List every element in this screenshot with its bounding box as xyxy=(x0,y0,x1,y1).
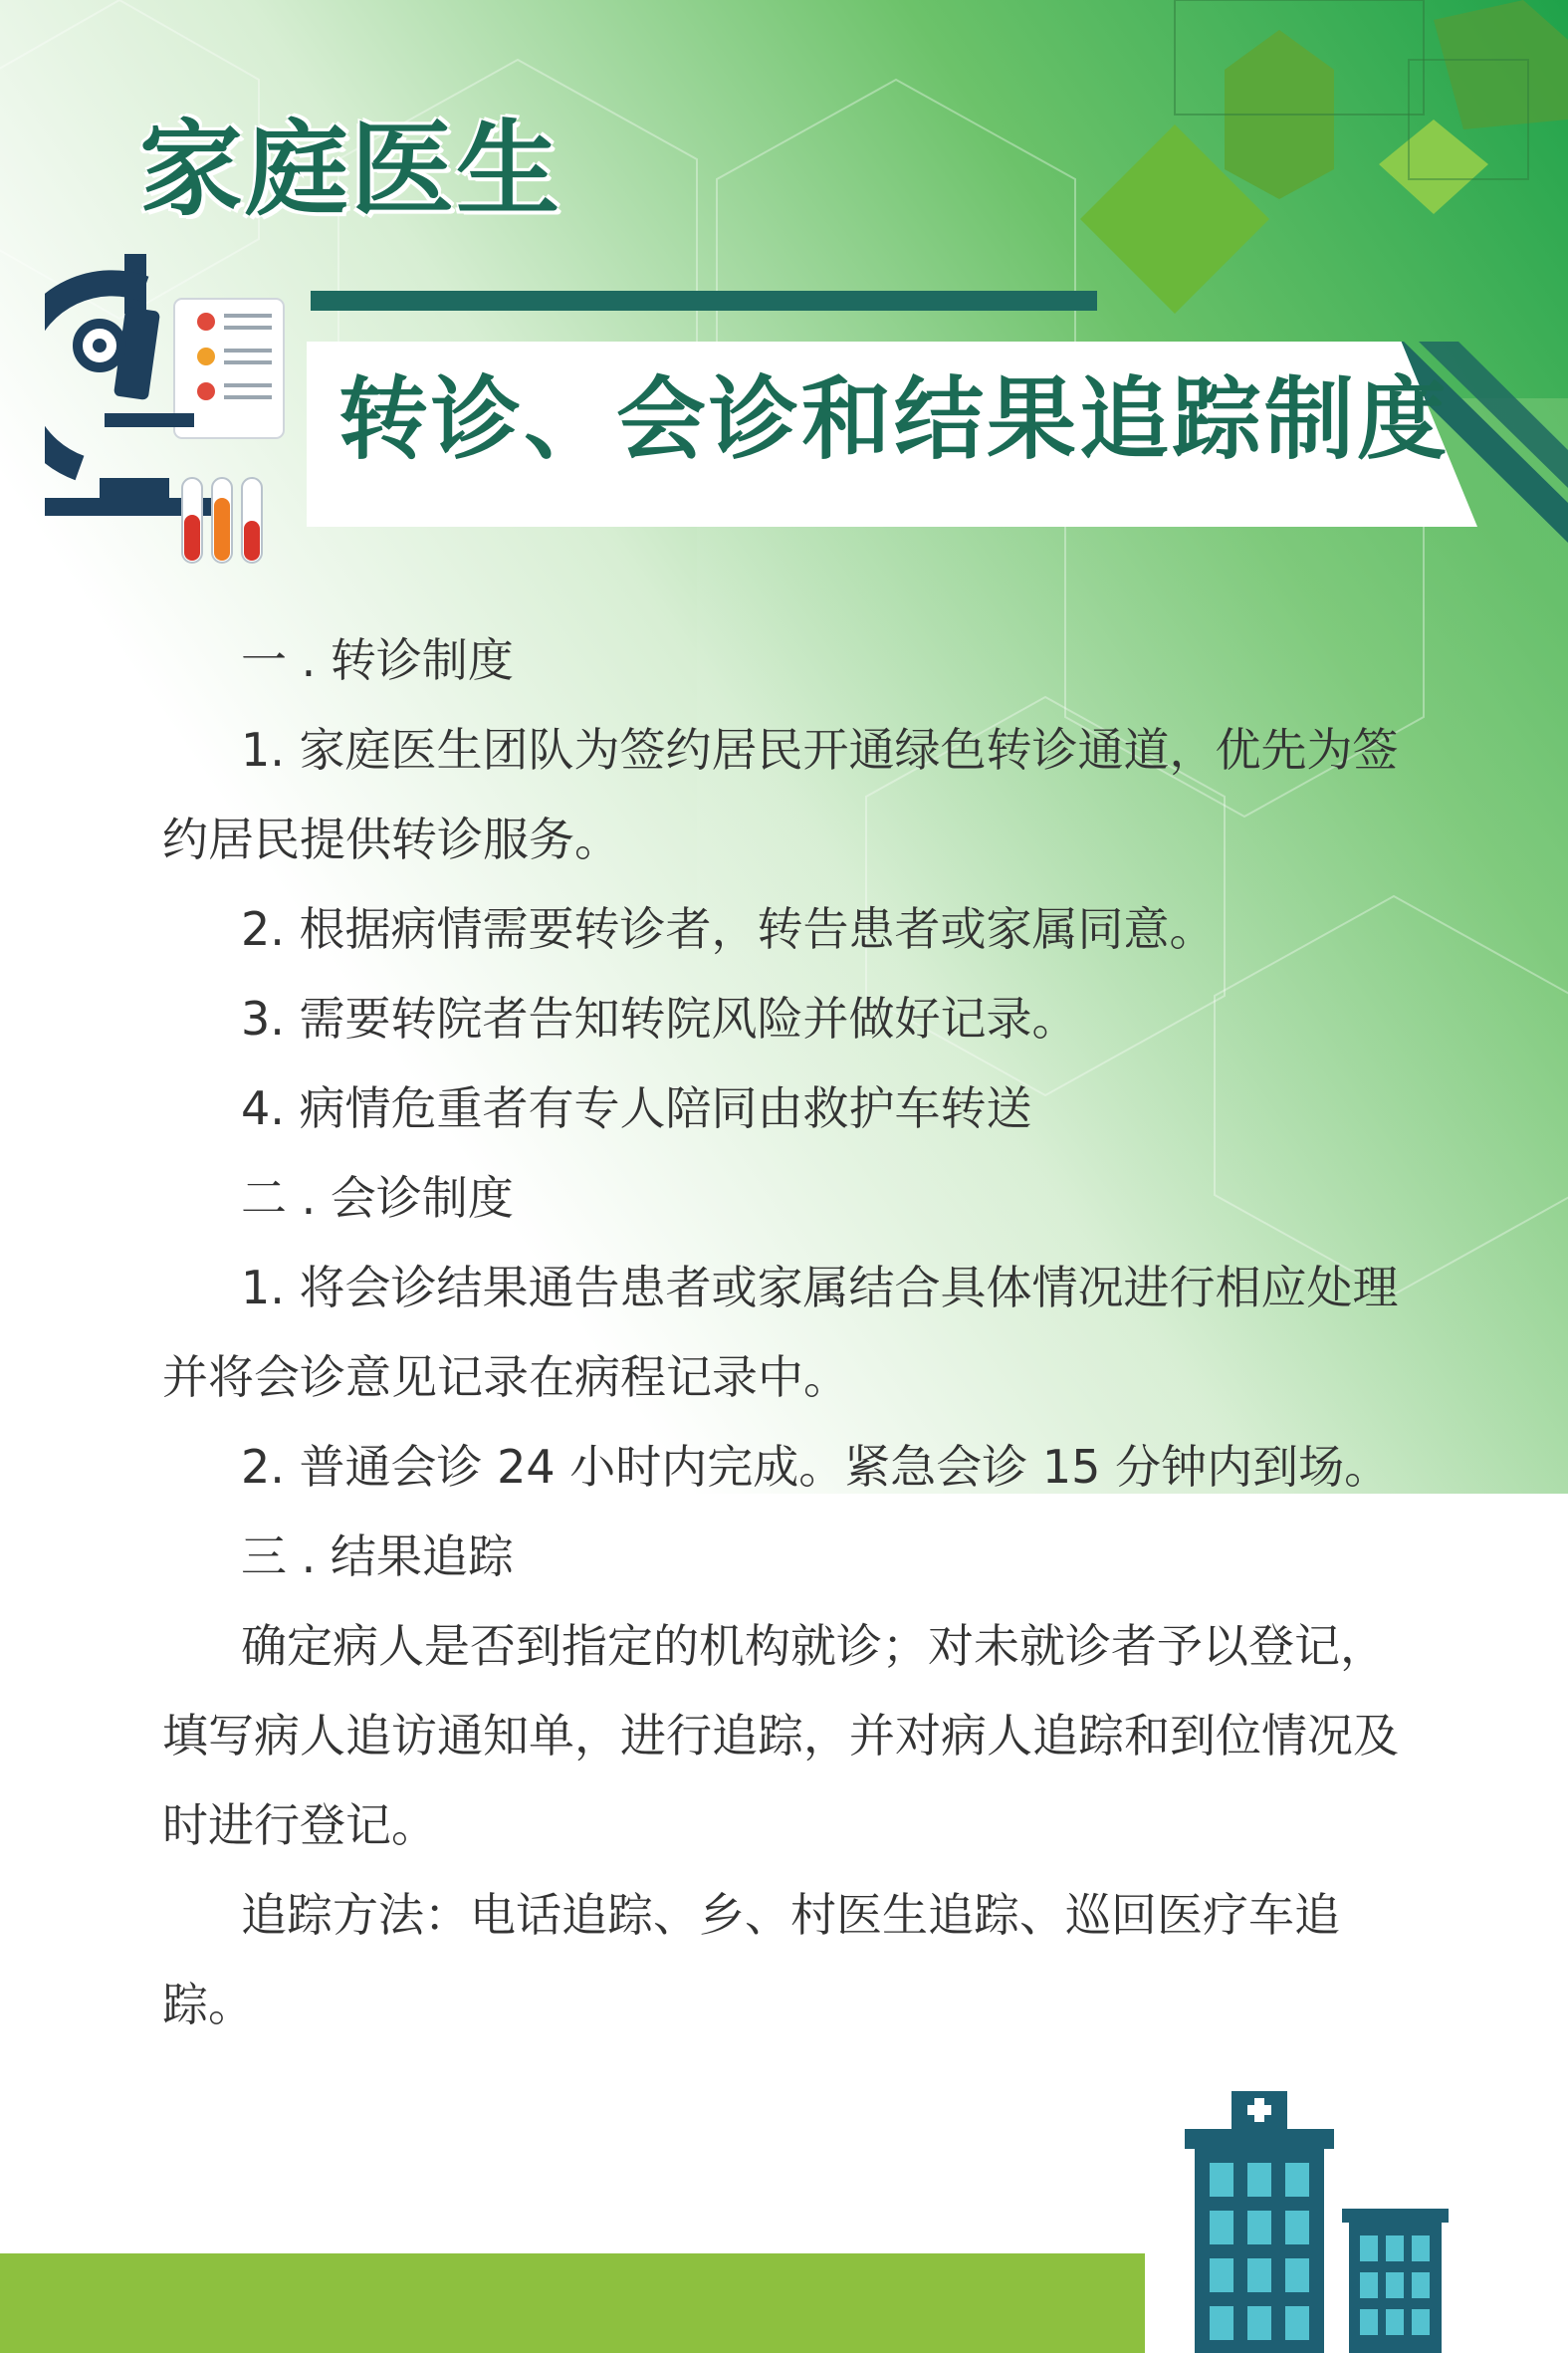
list-item: 确定病人是否到指定的机构就诊；对未就诊者予以登记，填写病人追访通知单，进行追踪，并对病人追踪和到位情况及时进行登记。 xyxy=(162,1619,1399,1852)
list-item: 1. 将会诊结果通告患者或家属结合具体情况进行相应处理并将会诊意见记录在病程记录中。 xyxy=(162,1261,1399,1404)
list-item: 3. 需要转院者告知转院风险并做好记录。 xyxy=(241,992,1078,1046)
list-item: 追踪方法：电话追踪、乡、村医生追踪、巡回医疗车追踪。 xyxy=(162,1888,1340,2031)
title-divider xyxy=(311,291,1097,311)
section-heading-consultation: 二 . 会诊制度 xyxy=(241,1171,514,1225)
list-item: 2. 根据病情需要转诊者，转告患者或家属同意。 xyxy=(241,902,1216,956)
document-body xyxy=(162,615,1412,2049)
hospital-building-icon xyxy=(1175,2091,1454,2353)
microscope-icon xyxy=(45,254,294,568)
page-title: 家庭医生 xyxy=(139,109,562,230)
list-item: 4. 病情危重者有专人陪同由救护车转送 xyxy=(241,1081,1032,1135)
title-banner xyxy=(307,342,1477,527)
banner-title: 转诊、会诊和结果追踪制度 xyxy=(338,367,1450,472)
section-heading-tracking: 三 . 结果追踪 xyxy=(241,1529,514,1583)
section-heading-referral: 一 . 转诊制度 xyxy=(241,633,514,687)
list-item: 2. 普通会诊 24 小时内完成。紧急会诊 15 分钟内到场。 xyxy=(241,1440,1391,1494)
footer-bar xyxy=(0,2253,1145,2353)
list-item: 1. 家庭医生团队为签约居民开通绿色转诊通道，优先为签约居民提供转诊服务。 xyxy=(162,723,1399,866)
